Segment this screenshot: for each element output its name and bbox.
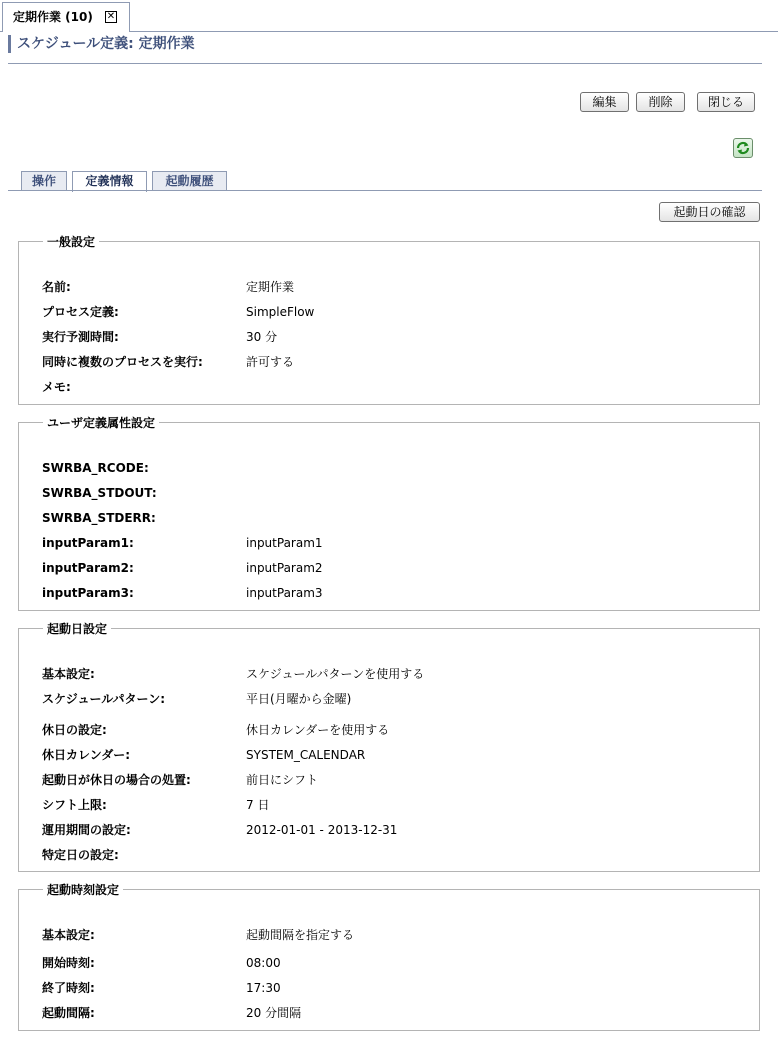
row-value: 30 分 bbox=[246, 330, 278, 344]
start-day-row bbox=[42, 796, 742, 814]
document-tab[interactable] bbox=[2, 2, 130, 32]
row-value: SYSTEM_CALENDAR bbox=[246, 748, 366, 762]
general-row-process bbox=[42, 303, 742, 321]
row-value: inputParam3 bbox=[246, 586, 323, 600]
row-value: 08:00 bbox=[246, 956, 281, 970]
row-label: inputParam3: bbox=[42, 586, 134, 600]
row-label: 休日カレンダー: bbox=[42, 748, 131, 762]
delete-button[interactable]: 削除 bbox=[636, 92, 685, 112]
start-time-group bbox=[18, 881, 760, 1031]
start-day-group bbox=[18, 620, 760, 872]
edit-button[interactable]: 編集 bbox=[580, 92, 629, 112]
title-divider bbox=[8, 63, 762, 64]
row-label: 同時に複数のプロセスを実行: bbox=[42, 355, 203, 369]
row-value: 17:30 bbox=[246, 981, 281, 995]
row-label: シフト上限: bbox=[42, 798, 107, 812]
start-day-row bbox=[42, 821, 742, 839]
start-time-title: 起動時刻設定 bbox=[47, 883, 120, 897]
refresh-icon bbox=[734, 139, 752, 157]
document-tab-strip bbox=[0, 0, 778, 32]
tab-history[interactable]: 起動履歴 bbox=[152, 171, 227, 191]
attr-row bbox=[42, 534, 742, 552]
start-day-row bbox=[42, 771, 742, 789]
row-label: 特定日の設定: bbox=[42, 848, 119, 862]
start-time-row bbox=[42, 1004, 742, 1022]
row-value: 平日(月曜から金曜) bbox=[246, 692, 352, 706]
page-title: スケジュール定義: 定期作業 bbox=[8, 35, 195, 53]
tab-operation[interactable]: 操作 bbox=[21, 171, 67, 191]
row-label: スケジュールパターン: bbox=[42, 692, 165, 706]
start-day-row bbox=[42, 846, 742, 864]
general-row-duration bbox=[42, 328, 742, 346]
general-row-concurrency bbox=[42, 353, 742, 371]
user-attributes-group bbox=[18, 414, 760, 611]
start-day-title: 起動日設定 bbox=[47, 622, 108, 636]
attr-row bbox=[42, 509, 742, 527]
row-label: 終了時刻: bbox=[42, 981, 95, 995]
row-label: 休日の設定: bbox=[42, 723, 107, 737]
start-time-row bbox=[42, 926, 742, 944]
row-value: 2012-01-01 - 2013-12-31 bbox=[246, 823, 398, 837]
row-value: 起動間隔を指定する bbox=[246, 928, 355, 942]
start-day-row bbox=[42, 746, 742, 764]
start-day-row bbox=[42, 665, 742, 683]
row-label: inputParam1: bbox=[42, 536, 134, 550]
start-day-row bbox=[42, 721, 742, 739]
row-label: 起動間隔: bbox=[42, 1006, 95, 1020]
row-label: SWRBA_RCODE: bbox=[42, 461, 149, 475]
row-label: inputParam2: bbox=[42, 561, 134, 575]
row-label: メモ: bbox=[42, 380, 71, 394]
row-value: 許可する bbox=[246, 355, 295, 369]
row-value: inputParam2 bbox=[246, 561, 323, 575]
document-tab-label: 定期作業 (10) bbox=[13, 10, 93, 24]
attr-row bbox=[42, 484, 742, 502]
row-value: 定期作業 bbox=[246, 280, 295, 294]
refresh-button[interactable] bbox=[733, 138, 753, 158]
start-time-row bbox=[42, 954, 742, 972]
row-label: 名前: bbox=[42, 280, 71, 294]
row-label: SWRBA_STDOUT: bbox=[42, 486, 157, 500]
general-settings-group bbox=[18, 233, 760, 405]
general-row-name bbox=[42, 278, 742, 296]
confirm-start-day-button[interactable]: 起動日の確認 bbox=[659, 202, 760, 222]
general-row-memo bbox=[42, 378, 742, 396]
row-value: 休日カレンダーを使用する bbox=[246, 723, 390, 737]
row-label: 基本設定: bbox=[42, 667, 95, 681]
row-value: SimpleFlow bbox=[246, 305, 315, 319]
row-label: プロセス定義: bbox=[42, 305, 119, 319]
row-label: 運用期間の設定: bbox=[42, 823, 131, 837]
general-settings-title: 一般設定 bbox=[47, 235, 96, 249]
row-label: 開始時刻: bbox=[42, 956, 95, 970]
row-value: スケジュールパターンを使用する bbox=[246, 667, 425, 681]
row-value: inputParam1 bbox=[246, 536, 323, 550]
attr-row bbox=[42, 459, 742, 477]
row-value: 7 日 bbox=[246, 798, 270, 812]
attr-row bbox=[42, 584, 742, 602]
row-value: 20 分間隔 bbox=[246, 1006, 302, 1020]
start-day-row bbox=[42, 690, 742, 708]
row-label: 起動日が休日の場合の処置: bbox=[42, 773, 191, 787]
user-attributes-title: ユーザ定義属性設定 bbox=[47, 416, 156, 430]
close-button[interactable]: 閉じる bbox=[697, 92, 755, 112]
row-label: 実行予測時間: bbox=[42, 330, 119, 344]
start-time-row bbox=[42, 979, 742, 997]
tab-definition[interactable]: 定義情報 bbox=[72, 171, 147, 192]
close-icon[interactable]: ✕ bbox=[106, 11, 116, 22]
attr-row bbox=[42, 559, 742, 577]
row-label: 基本設定: bbox=[42, 928, 95, 942]
row-value: 前日にシフト bbox=[246, 773, 319, 787]
row-label: SWRBA_STDERR: bbox=[42, 511, 156, 525]
tabs-divider bbox=[8, 190, 762, 191]
